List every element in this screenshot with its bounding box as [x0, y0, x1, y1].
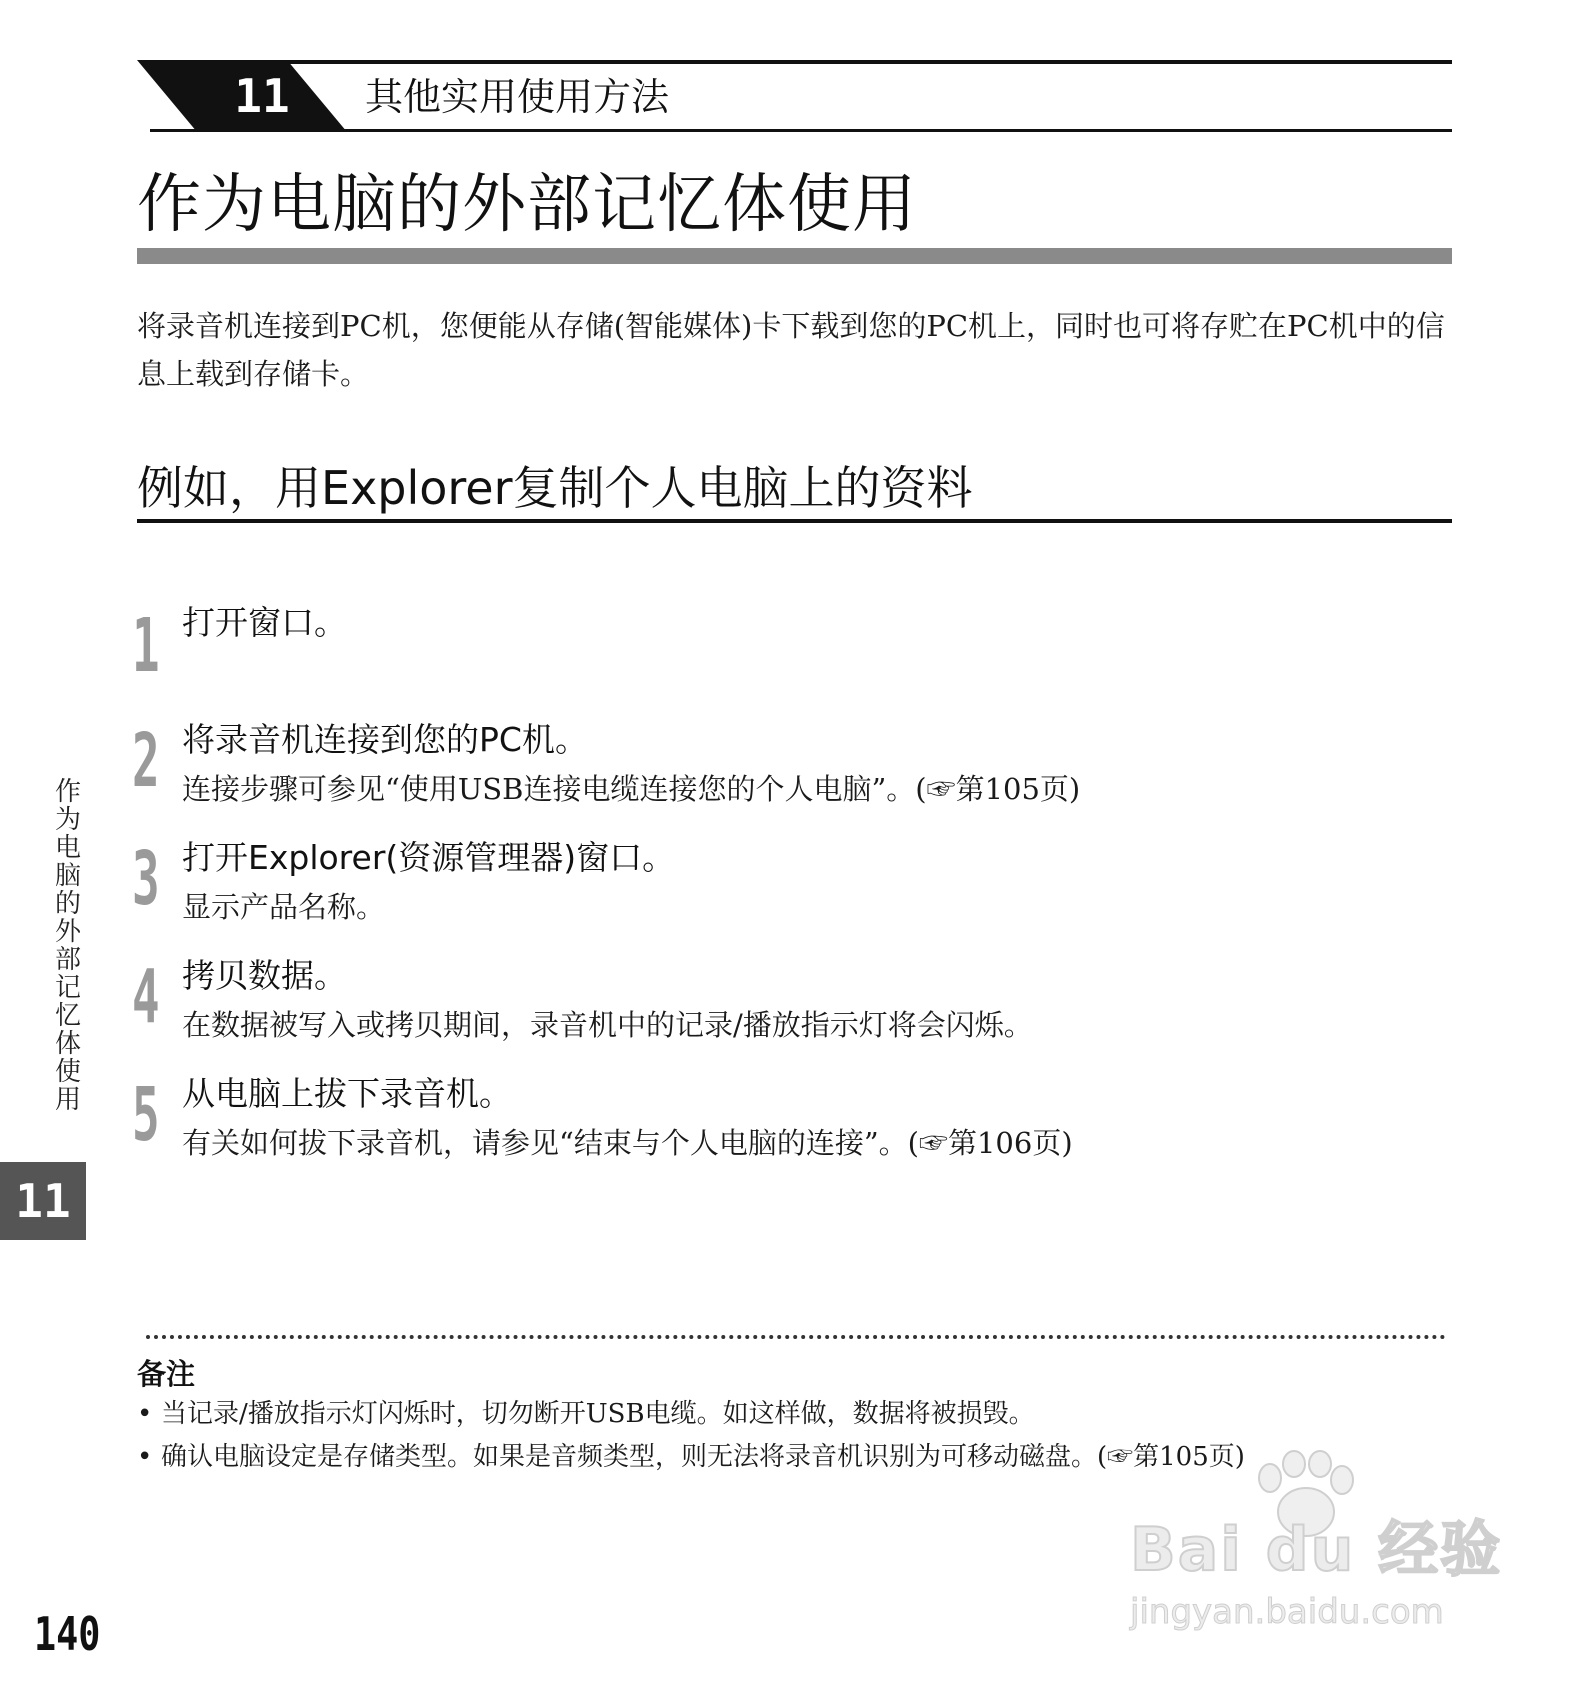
side-tab-label: 作为电脑的外部记忆体使用: [54, 777, 81, 1115]
note-text: 确认电脑设定是存储类型。如果是音频类型，则无法将录音机识别为可移动磁盘。(☞第105页): [161, 1442, 1245, 1472]
step-detail: 连接步骤可参见“使用USB连接电缆连接您的个人电脑”。(☞第105页): [182, 772, 1081, 806]
chapter-title: 其他实用使用方法: [365, 75, 670, 119]
note-text: 当记录/播放指示灯闪烁时，切勿断开USB电缆。如这样做，数据将被损毁。: [161, 1399, 1035, 1429]
note-item: [137, 1437, 1245, 1477]
page-title: 作为电脑的外部记忆体使用: [137, 168, 917, 242]
step-detail: 在数据被写入或拷贝期间，录音机中的记录/播放指示灯将会闪烁。: [182, 1008, 1033, 1042]
watermark-url: jingyan.baidu.com: [1130, 1592, 1444, 1632]
step-detail: 有关如何拔下录音机，请参见“结束与个人电脑的连接”。(☞第106页): [182, 1126, 1073, 1160]
section-heading: 例如，用Explorer复制个人电脑上的资料: [137, 461, 973, 515]
notes-title: 备注: [137, 1357, 196, 1391]
step-title: 将录音机连接到您的PC机。: [182, 720, 588, 759]
intro-paragraph: 将录音机连接到PC机，您便能从存储(智能媒体)卡下载到您的PC机上，同时也可将存贮在PC机中的信息上载到存储卡。: [137, 309, 1445, 391]
step-title: 从电脑上拔下录音机。: [182, 1074, 512, 1113]
step-number: 1: [132, 603, 160, 689]
step-number: 3: [132, 836, 160, 922]
notes-divider: [146, 1335, 1446, 1339]
step-detail: 显示产品名称。: [182, 890, 386, 924]
side-tab-number: 11: [15, 1174, 71, 1228]
step-number: 2: [132, 718, 160, 804]
section-rule: [137, 519, 1452, 523]
step-title: 打开Explorer(资源管理器)窗口。: [182, 838, 676, 877]
step-number: 5: [132, 1072, 160, 1158]
chapter-number: 11: [234, 69, 290, 123]
title-underline-bar: [137, 248, 1452, 264]
step-number: 4: [132, 954, 160, 1040]
page-number: 140: [34, 1607, 101, 1661]
watermark-logo-text: Bai du 经验: [1130, 1515, 1503, 1585]
note-item: [137, 1394, 1035, 1434]
step-title: 拷贝数据。: [182, 956, 347, 995]
bullet-icon: •: [137, 1442, 153, 1472]
step-title: 打开窗口。: [182, 603, 347, 642]
bullet-icon: •: [137, 1399, 153, 1429]
chapter-rule-bottom: [150, 129, 1452, 132]
